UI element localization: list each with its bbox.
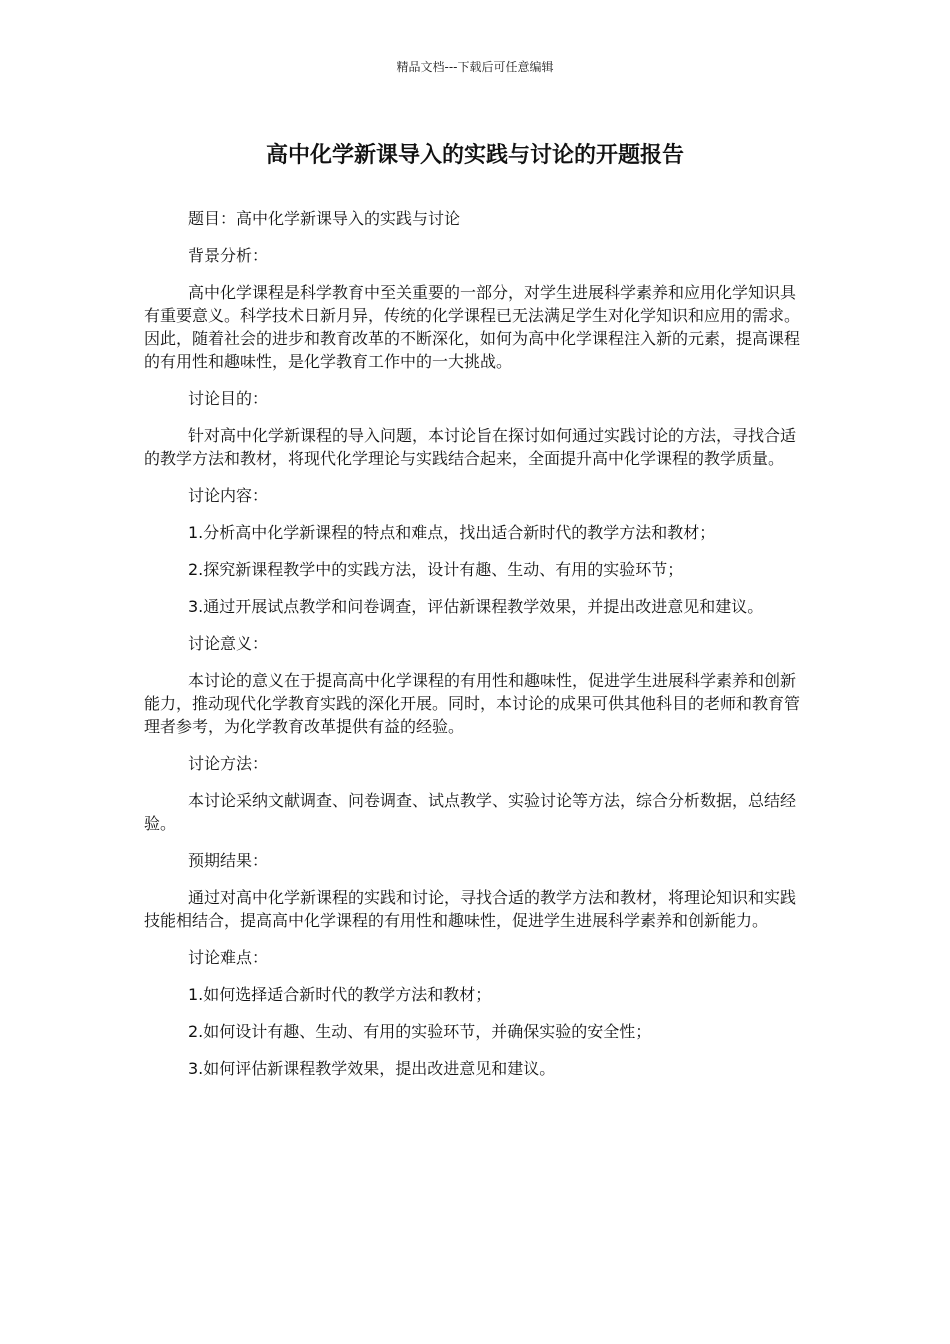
section-heading-content: 讨论内容： <box>188 486 269 505</box>
content-item-1: 1.分析高中化学新课程的特点和难点，找出适合新时代的教学方法和教材； <box>188 523 716 542</box>
section-heading-method: 讨论方法： <box>188 754 269 773</box>
difficulty-item-1: 1.如何选择适合新时代的教学方法和教材； <box>188 985 492 1004</box>
section-heading-difficulties: 讨论难点： <box>188 948 269 967</box>
section-heading-significance: 讨论意义： <box>188 634 269 653</box>
document-title: 高中化学新课导入的实践与讨论的开题报告 <box>265 143 684 168</box>
section-heading-purpose: 讨论目的： <box>188 389 269 408</box>
topic-line: 题目：高中化学新课导入的实践与讨论 <box>188 209 461 228</box>
difficulty-item-2: 2.如何设计有趣、生动、有用的实验环节，并确保实验的安全性； <box>188 1022 652 1041</box>
header-note: 精品文档---下载后可任意编辑 <box>396 60 554 74</box>
document-body <box>144 207 810 1094</box>
background-paragraph: 高中化学课程是科学教育中至关重要的一部分，对学生进展科学素养和应用化学知识具有重要意义。科学技术日新月异，传统的化学课程已无法满足学生对化学知识和应用的需求。因此，随着社会的进步和教育改革的不断深化，如何为高中化学课程注入新的元素，提高课程的有用性和趣味性，是化学教育工作中的一大挑战。 <box>144 283 801 371</box>
difficulty-item-3: 3.如何评估新课程教学效果，提出改进意见和建议。 <box>188 1059 556 1078</box>
content-item-3: 3.通过开展试点教学和问卷调查，评估新课程教学效果，并提出改进意见和建议。 <box>188 597 764 616</box>
section-heading-expected-results: 预期结果： <box>188 851 269 870</box>
expected-results-paragraph: 通过对高中化学新课程的实践和讨论，寻找合适的教学方法和教材，将理论知识和实践技能相结合，提高高中化学课程的有用性和趣味性，促进学生进展科学素养和创新能力。 <box>144 888 797 930</box>
purpose-paragraph: 针对高中化学新课程的导入问题，本讨论旨在探讨如何通过实践讨论的方法，寻找合适的教学方法和教材，将现代化学理论与实践结合起来，全面提升高中化学课程的教学质量。 <box>144 426 797 468</box>
section-heading-background: 背景分析： <box>188 246 269 265</box>
significance-paragraph: 本讨论的意义在于提高高中化学课程的有用性和趣味性，促进学生进展科学素养和创新能力，推动现代化学教育实践的深化开展。同时，本讨论的成果可供其他科目的老师和教育管理者参考，为化学教育改革提供有益的经验。 <box>144 671 801 736</box>
method-paragraph: 本讨论采纳文献调查、问卷调查、试点教学、实验讨论等方法，综合分析数据，总结经验。 <box>144 791 797 833</box>
content-item-2: 2.探究新课程教学中的实践方法，设计有趣、生动、有用的实验环节； <box>188 560 684 579</box>
